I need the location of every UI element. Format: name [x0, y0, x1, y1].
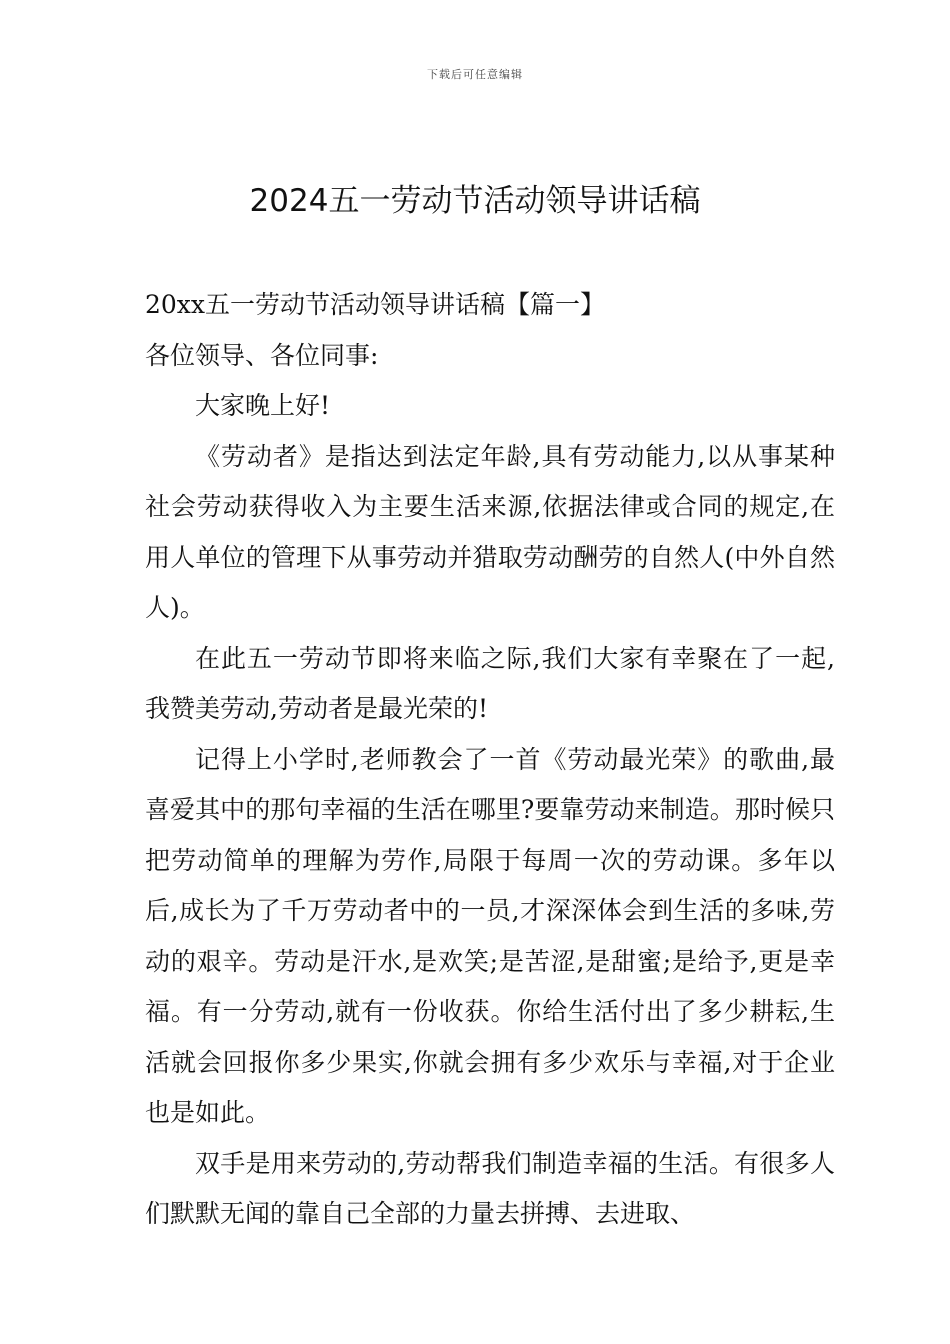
document-title: 2024五一劳动节活动领导讲话稿 [249, 183, 701, 219]
section-heading: 20xx五一劳动节活动领导讲话稿【篇一】 [145, 290, 606, 319]
paragraph: 记得上小学时,老师教会了一首《劳动最光荣》的歌曲,最喜爱其中的那句幸福的生活在哪里?要靠劳动来制造。那时候只把劳动简单的理解为劳作,局限于每周一次的劳动课。多年以后,成长为了千万劳动者中的一员,才深深体会到生活的多味,劳动的艰辛。劳动是汗水,是欢笑;是苦涩,是甜蜜;是给予,更是幸福。有一分劳动,就有一份收获。你给生活付出了多少耕耘,生活就会回报你多少果实,你就会拥有多少欢乐与幸福,对于企业也是如此。 [145, 744, 835, 1127]
paragraph: 在此五一劳动节即将来临之际,我们大家有幸聚在了一起,我赞美劳动,劳动者是最光荣的! [145, 643, 835, 723]
greeting: 大家晚上好! [195, 391, 331, 420]
paragraph: 双手是用来劳动的,劳动帮我们制造幸福的生活。有很多人们默默无闻的靠自己全部的力量去拼搏、去进取、 [145, 1148, 835, 1228]
document-body [145, 280, 835, 1240]
salutation: 各位领导、各位同事: [145, 340, 379, 370]
paragraph: 《劳动者》是指达到法定年龄,具有劳动能力,以从事某种社会劳动获得收入为主要生活来源,依据法律或合同的规定,在用人单位的管理下从事劳动并猎取劳动酬劳的自然人(中外自然人)。 [145, 441, 835, 622]
header-note: 下载后可任意编辑 [427, 68, 523, 81]
